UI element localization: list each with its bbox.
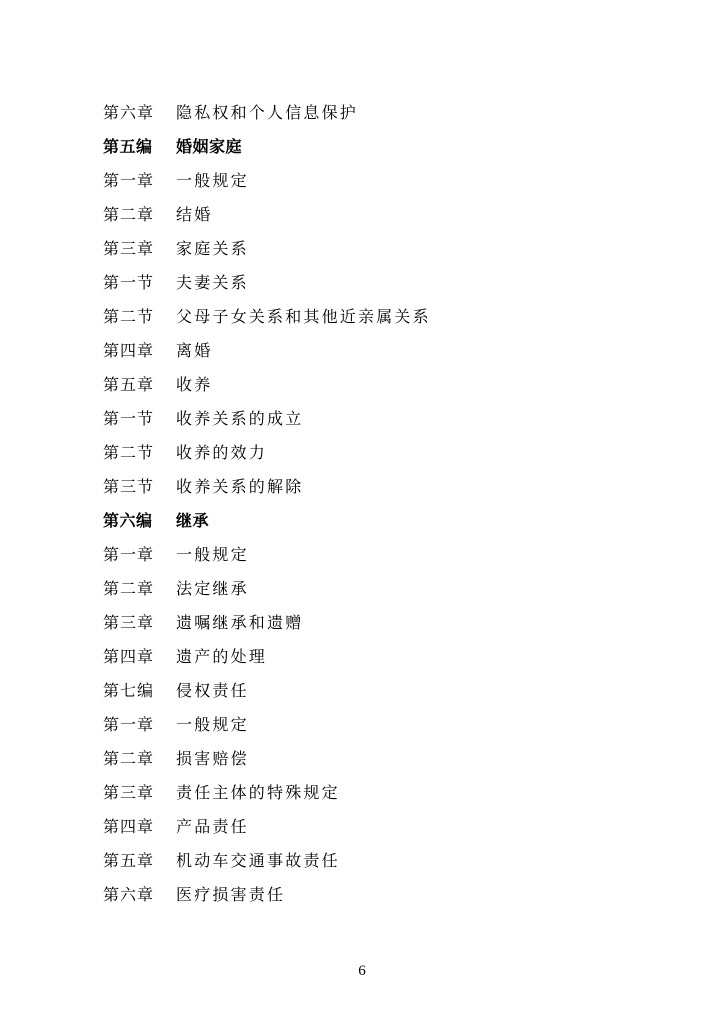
toc-entry-number: 第六编 xyxy=(103,511,153,530)
toc-entry xyxy=(103,776,663,810)
toc-entry xyxy=(103,300,663,334)
toc-entry xyxy=(103,266,663,300)
toc-entry-number: 第五章 xyxy=(103,375,155,394)
toc-entry xyxy=(103,436,663,470)
toc-entry-number: 第三章 xyxy=(103,239,155,258)
toc-entry xyxy=(103,606,663,640)
toc-entry-title: 责任主体的特殊规定 xyxy=(176,783,340,802)
toc-entry-number: 第一章 xyxy=(103,545,155,564)
toc-entry-title: 父母子女关系和其他近亲属关系 xyxy=(176,307,431,326)
toc-entry xyxy=(103,810,663,844)
toc-entry-number: 第三节 xyxy=(103,477,155,496)
toc-entry xyxy=(103,640,663,674)
table-of-contents xyxy=(103,96,663,912)
toc-entry xyxy=(103,572,663,606)
toc-entry-title: 家庭关系 xyxy=(176,239,249,258)
page-number: 6 xyxy=(358,963,366,979)
toc-entry xyxy=(103,878,663,912)
toc-entry-title: 医疗损害责任 xyxy=(176,885,286,904)
toc-entry-number: 第五章 xyxy=(103,851,155,870)
toc-entry xyxy=(103,164,663,198)
toc-entry xyxy=(103,130,663,164)
toc-entry-title: 婚姻家庭 xyxy=(176,137,243,156)
toc-entry-number: 第二章 xyxy=(103,749,155,768)
toc-entry-title: 继承 xyxy=(176,511,210,530)
toc-entry xyxy=(103,844,663,878)
toc-entry-number: 第一章 xyxy=(103,171,155,190)
toc-entry-number: 第六章 xyxy=(103,103,155,122)
toc-entry-title: 机动车交通事故责任 xyxy=(176,851,340,870)
toc-entry-number: 第三章 xyxy=(103,613,155,632)
toc-entry-title: 收养 xyxy=(176,375,213,394)
toc-entry-number: 第三章 xyxy=(103,783,155,802)
toc-entry-number: 第一章 xyxy=(103,715,155,734)
toc-entry xyxy=(103,470,663,504)
toc-entry-title: 收养关系的解除 xyxy=(176,477,304,496)
toc-entry xyxy=(103,198,663,232)
toc-entry-title: 一般规定 xyxy=(176,545,249,564)
toc-entry xyxy=(103,368,663,402)
toc-entry-number: 第五编 xyxy=(103,137,153,156)
toc-entry xyxy=(103,504,663,538)
toc-entry-number: 第七编 xyxy=(103,681,155,700)
toc-entry-number: 第一节 xyxy=(103,273,155,292)
toc-entry-title: 一般规定 xyxy=(176,171,249,190)
toc-entry-title: 结婚 xyxy=(176,205,213,224)
toc-entry-title: 夫妻关系 xyxy=(176,273,249,292)
toc-entry-title: 收养的效力 xyxy=(176,443,268,462)
toc-entry-title: 收养关系的成立 xyxy=(176,409,304,428)
toc-entry-title: 隐私权和个人信息保护 xyxy=(176,103,359,122)
toc-entry-number: 第一节 xyxy=(103,409,155,428)
toc-entry xyxy=(103,708,663,742)
toc-entry-title: 遗产的处理 xyxy=(176,647,268,666)
toc-entry-title: 产品责任 xyxy=(176,817,249,836)
toc-entry-title: 离婚 xyxy=(176,341,213,360)
toc-entry-number: 第四章 xyxy=(103,647,155,666)
toc-entry-number: 第二章 xyxy=(103,205,155,224)
toc-entry xyxy=(103,674,663,708)
toc-entry-title: 侵权责任 xyxy=(176,681,249,700)
toc-entry-number: 第二章 xyxy=(103,579,155,598)
toc-entry xyxy=(103,96,663,130)
toc-entry-title: 法定继承 xyxy=(176,579,249,598)
toc-entry-title: 损害赔偿 xyxy=(176,749,249,768)
toc-entry-number: 第四章 xyxy=(103,817,155,836)
toc-entry xyxy=(103,538,663,572)
toc-entry-title: 一般规定 xyxy=(176,715,249,734)
toc-entry-number: 第二节 xyxy=(103,307,155,326)
toc-entry-number: 第六章 xyxy=(103,885,155,904)
toc-entry xyxy=(103,742,663,776)
toc-entry xyxy=(103,334,663,368)
toc-entry xyxy=(103,232,663,266)
toc-entry-number: 第四章 xyxy=(103,341,155,360)
toc-entry-number: 第二节 xyxy=(103,443,155,462)
toc-entry xyxy=(103,402,663,436)
toc-entry-title: 遗嘱继承和遗赠 xyxy=(176,613,304,632)
